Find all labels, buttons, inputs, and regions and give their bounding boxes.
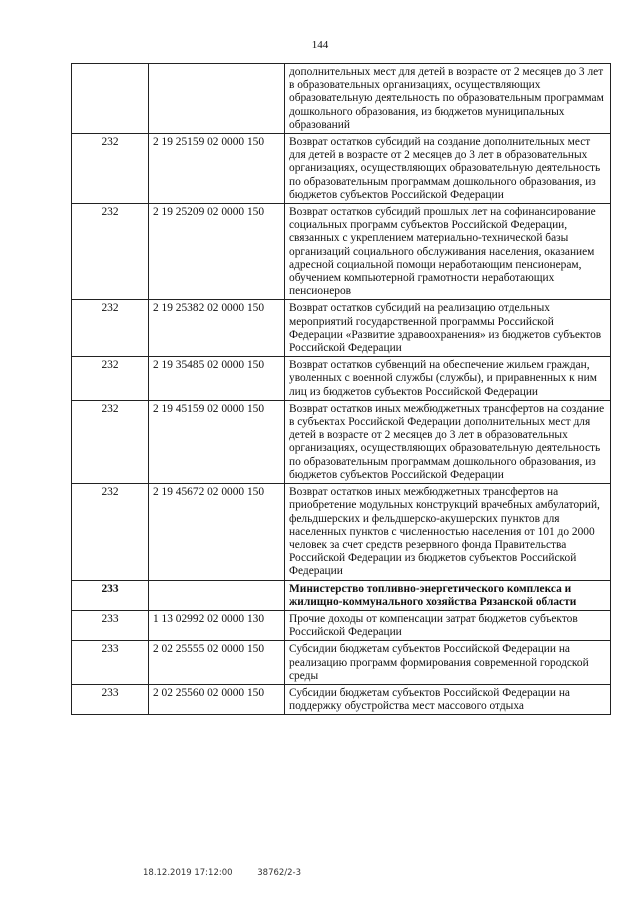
table-row: [72, 641, 611, 685]
table-row: [72, 357, 611, 401]
budget-code-cell: 2 19 45672 02 0000 150: [149, 484, 285, 580]
table-row: [72, 300, 611, 357]
description-cell: Министерство топливно-энергетического комплекса и жилищно-коммунального хозяйства Рязанской области: [285, 580, 611, 610]
budget-code-cell: 2 19 25382 02 0000 150: [149, 300, 285, 357]
budget-code-cell: 1 13 02992 02 0000 130: [149, 610, 285, 640]
budget-classification-table: [71, 63, 611, 715]
admin-code-cell: 232: [72, 204, 149, 300]
table-row: [72, 484, 611, 580]
footer-datetime: 18.12.2019 17:12:00: [143, 868, 233, 878]
table-row: [72, 64, 611, 134]
description-cell: Возврат остатков субвенций на обеспечение жильем граждан, уволенных с военной службы (службы), и приравненных к ним лиц из бюджетов субъектов Российской Федерации: [285, 357, 611, 401]
description-cell: дополнительных мест для детей в возрасте от 2 месяцев до 3 лет в образовательных организациях, осуществляющих образовательную деятельность по образовательным программам дошкольного образования, из бюджетов муниципальных образований: [285, 64, 611, 134]
description-cell: Прочие доходы от компенсации затрат бюджетов субъектов Российской Федерации: [285, 610, 611, 640]
budget-code-cell: 2 19 25209 02 0000 150: [149, 204, 285, 300]
admin-code-cell: 233: [72, 641, 149, 685]
description-cell: Возврат остатков иных межбюджетных трансфертов на приобретение модульных конструкций врачебных амбулаторий, фельдшерских и фельдшерско-акушерских пунктов для населенных пунктов с численностью населения от 101 до 2000 человек за счет средств резервного фонда Правительства Российской Федерации из бюджетов субъектов Российской Федерации: [285, 484, 611, 580]
budget-code-cell: 2 19 25159 02 0000 150: [149, 134, 285, 204]
description-cell: Возврат остатков иных межбюджетных трансфертов на создание в субъектах Российской Федерации дополнительных мест для детей в возрасте от 2 месяцев до 3 лет в образовательных организациях, осуществляющих образовательную деятельность по образовательным программам дошкольного образования, из бюджетов субъектов Российской Федерации: [285, 400, 611, 483]
budget-code-cell: [149, 580, 285, 610]
admin-code-cell: 233: [72, 684, 149, 714]
admin-code-cell: 232: [72, 400, 149, 483]
table-row: [72, 134, 611, 204]
budget-code-cell: 2 19 35485 02 0000 150: [149, 357, 285, 401]
table-row: [72, 684, 611, 714]
description-cell: Возврат остатков субсидий на создание дополнительных мест для детей в возрасте от 2 месяцев до 3 лет в образовательных организациях, осуществляющих образовательную деятельность по образовательным программам дошкольного образования, из бюджетов субъектов Российской Федерации: [285, 134, 611, 204]
footer-doc-id: 38762/2-3: [257, 868, 302, 878]
document-footer: [143, 868, 323, 878]
description-cell: Субсидии бюджетам субъектов Российской Федерации на поддержку обустройства мест массового отдыха: [285, 684, 611, 714]
table-body: [72, 64, 611, 715]
page-number: 144: [311, 39, 329, 51]
budget-code-cell: 2 02 25560 02 0000 150: [149, 684, 285, 714]
admin-code-cell: 232: [72, 300, 149, 357]
budget-code-cell: [149, 64, 285, 134]
budget-code-cell: 2 19 45159 02 0000 150: [149, 400, 285, 483]
description-cell: Субсидии бюджетам субъектов Российской Федерации на реализацию программ формирования современной городской среды: [285, 641, 611, 685]
description-cell: Возврат остатков субсидий прошлых лет на софинансирование социальных программ субъектов Российской Федерации, связанных с укреплением материально-технической базы организаций социального обслуживания населения, оказанием адресной социальной помощи неработающим пенсионерам, обучением компьютерной грамотности неработающих пенсионеров: [285, 204, 611, 300]
admin-code-cell: 232: [72, 134, 149, 204]
admin-code-cell: 233: [72, 580, 149, 610]
admin-code-cell: 232: [72, 484, 149, 580]
table-row: [72, 580, 611, 610]
admin-code-cell: [72, 64, 149, 134]
description-cell: Возврат остатков субсидий на реализацию отдельных мероприятий государственной программы Российской Федерации «Развитие здравоохранения» из бюджетов субъектов Российской Федерации: [285, 300, 611, 357]
budget-code-cell: 2 02 25555 02 0000 150: [149, 641, 285, 685]
admin-code-cell: 232: [72, 357, 149, 401]
table-row: [72, 204, 611, 300]
admin-code-cell: 233: [72, 610, 149, 640]
table-row: [72, 400, 611, 483]
table-row: [72, 610, 611, 640]
